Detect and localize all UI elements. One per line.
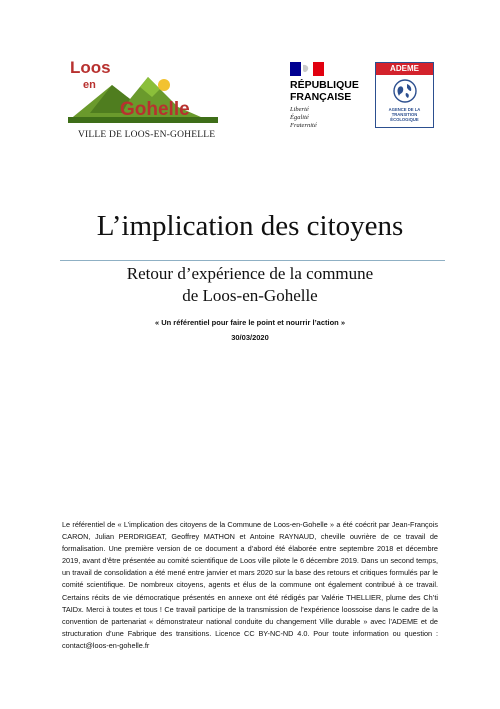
republique-title-line2: FRANÇAISE (290, 91, 352, 103)
republique-title-line1: RÉPUBLIQUE (290, 79, 359, 91)
document-date: 30/03/2020 (231, 333, 269, 342)
motto-egalite: Égalité (290, 114, 309, 121)
marianne-flag-icon (290, 62, 324, 76)
ademe-tagline (377, 107, 432, 122)
republique-title (290, 79, 359, 103)
ademe-tag-line1: AGENCE DE LA (388, 107, 421, 112)
subtitle-line1: Retour d’expérience de la commune (126, 264, 374, 283)
ademe-logo (375, 62, 434, 128)
title-divider (60, 260, 445, 261)
loos-en-gohelle-logo (60, 55, 230, 145)
document-quote: « Un référentiel pour faire le point et nourrir l’action » (154, 318, 346, 327)
motto-liberte: Liberté (290, 106, 309, 113)
document-subtitle (0, 263, 500, 307)
loos-caption: VILLE DE LOOS-EN-GOHELLE (78, 130, 216, 140)
globe-icon (393, 79, 417, 103)
republique-motto (290, 106, 317, 130)
ademe-name: ADEME (376, 63, 433, 75)
credits-paragraph: Le référentiel de « L’implication des citoyens de la Commune de Loos-en-Gohelle » a été coécrit par Jean-François CARON, Julian PERDRIGEAT, Geoffrey MATHON et Antoine RAYNAUD, cheville ouvrière de ce travail de formalisation. Une première version de ce document a d’abord été élaborée entre septembre 2018 et décembre 2019, avant d’être présentée au comité scientifique de Loos ville pilote le 6 décembre 2019. Dans un second temps, un travail de consolidation a été mené entre janvier et mars 2020 sur la base des retours et critiques formulés par le comité scientifique. De nombreux citoyens, agents et élus de la commune ont également contribué à ce travail. Certains récits de vie démocratique présentés en annexe ont été rédigés par Valérie THELLIER, plume des Ch’ti TAIDx. Merci à toutes et tous ! Ce travail participe de la transmission de l’expérience loossoise dans le cadre de la convention de partenariat « démonstrateur national conduite du changement Ville durable » avec l’ADEME et de structuration d’une Fabrique des transitions. Licence CC BY-NC-ND 4.0. Pour toute information ou question : contact@loos-en-gohelle.fr (62, 520, 438, 650)
document-title: L’implication des citoyens (96, 210, 404, 242)
motto-fraternite: Fraternité (290, 122, 317, 129)
ademe-tag-line2: TRANSITION (391, 112, 418, 117)
en-word: en (83, 79, 96, 91)
ademe-tag-line3: ÉCOLOGIQUE (390, 117, 419, 122)
gohelle-word: Gohelle (120, 99, 190, 120)
loos-landscape-icon (60, 55, 230, 130)
loos-word: Loos (70, 58, 111, 77)
republique-francaise-logo (290, 62, 370, 142)
subtitle-line2: de Loos-en-Gohelle (182, 286, 318, 305)
